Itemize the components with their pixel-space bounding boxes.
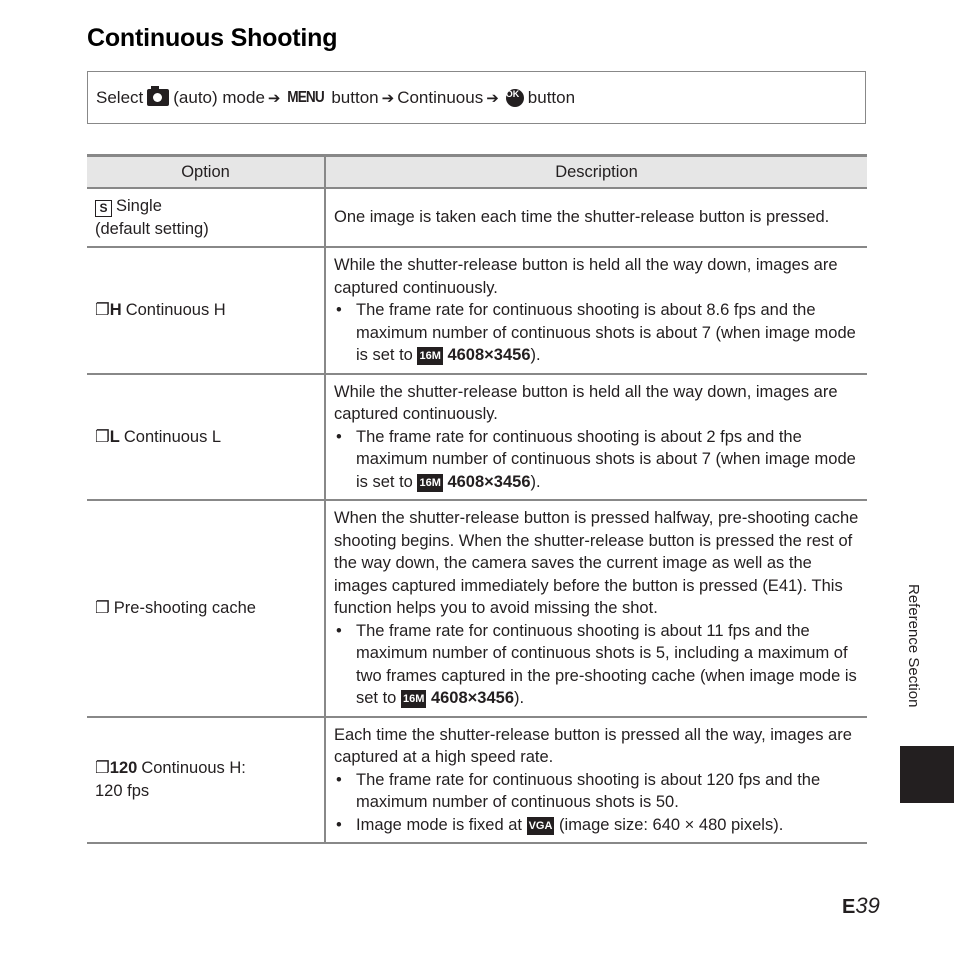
description-cell (325, 717, 867, 844)
option-label: Pre-shooting cache (113, 599, 256, 617)
bullet-text: The frame rate for continuous shooting is about 2 fps and the maximum number of continuous shots is about 7 (when image mode is set to (356, 427, 856, 491)
bullet-text: The frame rate for continuous shooting is about 8.6 fps and the maximum number of continuous shots is about 7 (when image mode is set to (356, 301, 856, 364)
option-label: Single (116, 197, 162, 215)
option-cell (87, 500, 325, 717)
option-cell (87, 717, 325, 844)
arrow-icon: ➔ (267, 89, 281, 107)
continuous-l-icon: ❐L (95, 427, 120, 446)
option-cell (87, 374, 325, 501)
bullet-text: (image size: 640 × 480 pixels). (559, 815, 784, 834)
bullet-text: The frame rate for continuous shooting is about 120 fps and the maximum number of continuous shots is 50. (356, 770, 821, 811)
bullet-item (334, 299, 859, 367)
camera-icon (147, 89, 169, 106)
description-cell (325, 500, 867, 717)
bullet-item (334, 814, 859, 837)
path-button-1: button (331, 87, 379, 107)
pre-shooting-cache-icon: ❐ (95, 599, 110, 617)
description-text: When the shutter-release button is pressed halfway, pre-shooting cache shooting begins. When the shutter-release button is pressed the rest of the way down, the camera saves the current image as well as the images captured immediately before the button is pressed (E41). This function helps you to avoid missing the shot. (334, 509, 859, 617)
options-table (87, 154, 867, 844)
option-note: 120 fps (95, 781, 150, 800)
description-text: Each time the shutter-release button is pressed all the way, images are captured at a high speed rate. (334, 725, 852, 766)
path-continuous: Continuous (397, 87, 484, 107)
continuous-120-icon: ❐120 (95, 759, 138, 778)
image-mode-vga-icon: VGA (527, 817, 555, 835)
option-cell (87, 188, 325, 247)
description-cell (325, 374, 867, 501)
bullet-item (334, 620, 859, 710)
table-row (87, 247, 867, 374)
bullet-icon: • (336, 301, 342, 319)
image-size: 4608×3456 (430, 689, 515, 707)
arrow-icon: ➔ (486, 89, 499, 107)
arrow-icon: ➔ (381, 89, 395, 107)
bullet-end: ). (530, 346, 541, 364)
continuous-h-icon: ❐H (95, 301, 122, 319)
page-number-value: 39 (855, 893, 880, 918)
menu-path-box (87, 71, 866, 124)
menu-icon: MENU (286, 88, 324, 106)
table-row (87, 374, 867, 501)
bullet-icon: • (336, 770, 342, 789)
image-size: 4608×3456 (447, 472, 531, 491)
description-text: While the shutter-release button is held all the way down, images are captured continuously. (334, 382, 838, 423)
header-description: Description (325, 156, 867, 189)
image-mode-16m-icon: 16M (401, 690, 426, 708)
bullet-icon: • (336, 815, 342, 834)
path-button-2: button (527, 87, 576, 107)
option-label: Continuous H: (141, 759, 246, 778)
bullet-icon: • (336, 621, 342, 640)
bullet-item (334, 426, 859, 494)
image-mode-16m-icon: 16M (417, 347, 442, 365)
description-text: While the shutter-release button is held all the way down, images are captured continuously. (334, 256, 838, 297)
page-number (842, 893, 880, 919)
path-select: Select (96, 87, 144, 107)
section-tab (900, 746, 954, 803)
table-row (87, 188, 867, 247)
side-section-label: Reference Section (905, 584, 922, 708)
bullet-text: Image mode is fixed at (356, 815, 522, 834)
image-mode-16m-icon: 16M (417, 474, 442, 492)
page-title: Continuous Shooting (87, 24, 338, 52)
table-row (87, 717, 867, 844)
bullet-end: ). (530, 472, 541, 491)
option-cell (87, 247, 325, 374)
bullet-end: ). (514, 689, 525, 707)
bullet-text: The frame rate for continuous shooting is about 11 fps and the maximum number of continuous shots is 5, including a maximum of two frames captured in the pre-shooting cache (when image mode is set to (356, 621, 857, 707)
option-label: Continuous L (123, 427, 222, 446)
ok-button-icon: OK (506, 89, 524, 107)
bullet-icon: • (336, 427, 342, 446)
description-text: One image is taken each time the shutter-release button is pressed. (334, 208, 830, 227)
image-size: 4608×3456 (447, 346, 531, 364)
description-cell (325, 247, 867, 374)
path-auto-mode: (auto) mode (173, 87, 265, 107)
header-option: Option (87, 156, 325, 189)
option-note: (default setting) (95, 219, 209, 238)
option-label: Continuous H (125, 301, 226, 319)
single-icon: S (95, 200, 112, 217)
bullet-item (334, 769, 859, 814)
description-cell (325, 188, 867, 247)
table-row (87, 500, 867, 717)
reference-section-icon: E (842, 896, 856, 918)
